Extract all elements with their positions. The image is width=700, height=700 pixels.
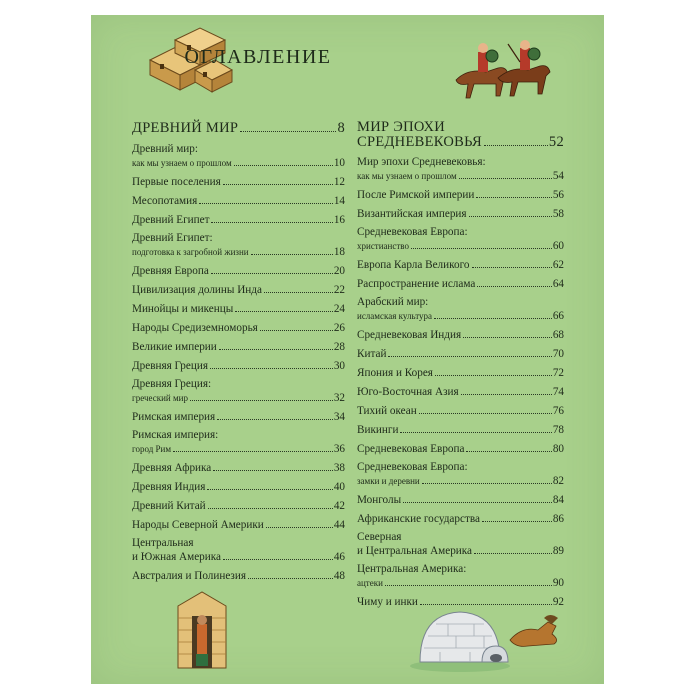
entry-page-number: 18	[333, 246, 345, 258]
toc-entry[interactable]	[132, 232, 345, 259]
leader-dots	[217, 419, 333, 420]
entry-page-number: 64	[552, 278, 564, 290]
entry-title-line1: Древняя Греция:	[132, 378, 212, 390]
toc-entry[interactable]	[132, 143, 345, 170]
entry-title: Викинги	[357, 424, 399, 436]
entry-title-line1: Древний Египет:	[132, 232, 213, 244]
leader-dots	[240, 131, 336, 132]
entry-page-number: 68	[552, 329, 564, 341]
toc-entry[interactable]	[132, 340, 345, 354]
entry-page-number: 84	[552, 494, 564, 506]
entry-title: как мы узнаем о прошлом	[357, 171, 457, 181]
entry-title: и Южная Америка	[132, 551, 221, 563]
leader-dots	[248, 578, 333, 579]
temple-figure-illustration	[172, 588, 232, 672]
leader-dots	[435, 375, 552, 376]
entry-title-line1: Средневековая Европа:	[357, 226, 468, 238]
leader-dots	[434, 318, 552, 319]
toc-entry[interactable]	[357, 442, 564, 456]
entry-title-line1: Северная	[357, 531, 402, 543]
leader-dots	[211, 222, 332, 223]
entry-page-number: 32	[333, 392, 345, 404]
entry-title-line1: Центральная Америка:	[357, 563, 467, 575]
entry-title: Средневековая Индия	[357, 329, 462, 341]
toc-entry[interactable]	[132, 213, 345, 227]
leader-dots	[234, 165, 333, 166]
entry-title: Минойцы и микенцы	[132, 303, 234, 315]
toc-entry[interactable]	[357, 328, 564, 342]
entry-page-number: 54	[552, 170, 564, 182]
entry-title: Европа Карла Великого	[357, 259, 470, 271]
entry-page-number: 14	[333, 195, 345, 207]
toc-entry[interactable]	[132, 321, 345, 335]
leader-dots	[388, 356, 551, 357]
entry-title: Цивилизация долины Инда	[132, 284, 262, 296]
entry-title: Китай	[357, 348, 387, 360]
leader-dots	[207, 489, 332, 490]
entry-title: Древняя Африка	[132, 462, 212, 474]
toc-entry[interactable]	[132, 461, 345, 475]
entry-title-line1: Мир эпохи Средневековья:	[357, 156, 486, 168]
toc-entry[interactable]	[357, 207, 564, 221]
toc-entry[interactable]	[132, 378, 345, 405]
entry-title: Народы Средиземноморья	[132, 322, 258, 334]
entry-list	[132, 143, 345, 583]
entry-page-number: 72	[552, 367, 564, 379]
toc-entry[interactable]	[132, 175, 345, 189]
entry-page-number: 62	[552, 259, 564, 271]
section-page: 52	[548, 134, 564, 150]
entry-page-number: 40	[333, 481, 345, 493]
entry-list	[357, 156, 564, 609]
contents-column-ancient-world	[132, 120, 345, 588]
toc-entry[interactable]	[132, 569, 345, 583]
entry-page-number: 60	[552, 240, 564, 252]
toc-entry[interactable]	[357, 563, 564, 590]
entry-title: Япония и Корея	[357, 367, 433, 379]
toc-entry[interactable]	[357, 404, 564, 418]
entry-page-number: 44	[333, 519, 345, 531]
toc-entry[interactable]	[132, 429, 345, 456]
entry-title: подготовка к загробной жизни	[132, 247, 249, 257]
leader-dots	[482, 521, 552, 522]
toc-entry[interactable]	[357, 461, 564, 488]
entry-title-line1: Центральная	[132, 537, 194, 549]
entry-title: ацтеки	[357, 578, 383, 588]
entry-title-line1: Римская империя:	[132, 429, 219, 441]
section-title: ДРЕВНИЙ МИР	[132, 120, 239, 136]
toc-entry[interactable]	[357, 156, 564, 183]
leader-dots	[474, 553, 552, 554]
leader-dots	[411, 248, 552, 249]
leader-dots	[400, 432, 551, 433]
leader-dots	[264, 292, 333, 293]
leader-dots	[403, 502, 552, 503]
entry-title: исламская культура	[357, 311, 433, 321]
entry-title: Древний Египет	[132, 214, 210, 226]
leader-dots	[461, 394, 552, 395]
entry-page-number: 66	[552, 310, 564, 322]
leader-dots	[210, 368, 333, 369]
entry-page-number: 58	[552, 208, 564, 220]
entry-title-line1: Древний мир:	[132, 143, 198, 155]
entry-title: христианство	[357, 241, 409, 251]
entry-page-number: 80	[552, 443, 564, 455]
leader-dots	[385, 585, 552, 586]
leader-dots	[223, 184, 333, 185]
toc-entry[interactable]	[357, 595, 564, 609]
toc-entry[interactable]	[132, 410, 345, 424]
toc-entry[interactable]	[357, 531, 564, 558]
entry-title-line1: Средневековая Европа:	[357, 461, 468, 473]
leader-dots	[213, 470, 333, 471]
leader-dots	[235, 311, 333, 312]
entry-title: Первые поселения	[132, 176, 221, 188]
section-page: 8	[337, 120, 345, 136]
entry-title: Средневековая Европа	[357, 443, 465, 455]
toc-entry[interactable]	[132, 264, 345, 278]
entry-page-number: 42	[333, 500, 345, 512]
leader-dots	[469, 216, 552, 217]
toc-entry[interactable]	[357, 423, 564, 437]
entry-title: Народы Северной Америки	[132, 519, 264, 531]
toc-entry[interactable]	[132, 194, 345, 208]
entry-page-number: 92	[552, 596, 564, 608]
leader-dots	[422, 483, 552, 484]
toc-entry[interactable]	[132, 537, 345, 564]
entry-title-line1: Арабский мир:	[357, 296, 429, 308]
toc-entry[interactable]	[357, 188, 564, 202]
entry-page-number: 38	[333, 462, 345, 474]
entry-title: Великие империи	[132, 341, 217, 353]
toc-entry[interactable]	[357, 296, 564, 323]
entry-title: Византийская империя	[357, 208, 467, 220]
entry-page-number: 16	[333, 214, 345, 226]
toc-entry[interactable]	[357, 258, 564, 272]
entry-title: После Римской империи	[357, 189, 475, 201]
entry-page-number: 22	[333, 284, 345, 296]
leader-dots	[223, 559, 333, 560]
entry-title: Распространение ислама	[357, 278, 476, 290]
entry-title: город Рим	[132, 444, 172, 454]
entry-page-number: 90	[552, 577, 564, 589]
toc-entry[interactable]	[132, 499, 345, 513]
section-title-line1: МИР ЭПОХИ	[357, 119, 446, 135]
toc-entry[interactable]	[357, 347, 564, 361]
entry-page-number: 28	[333, 341, 345, 353]
entry-title: Африканские государства	[357, 513, 480, 525]
entry-title: Тихий океан	[357, 405, 417, 417]
toc-entry[interactable]	[357, 366, 564, 380]
entry-title: Юго-Восточная Азия	[357, 386, 459, 398]
leader-dots	[173, 451, 333, 452]
entry-title: Древняя Индия	[132, 481, 206, 493]
toc-entry[interactable]	[132, 283, 345, 297]
leader-dots	[208, 508, 333, 509]
entry-page-number: 89	[552, 545, 564, 557]
entry-page-number: 56	[552, 189, 564, 201]
leader-dots	[251, 254, 333, 255]
leader-dots	[463, 337, 552, 338]
toc-entry[interactable]	[357, 277, 564, 291]
entry-page-number: 46	[333, 551, 345, 563]
leader-dots	[190, 400, 333, 401]
entry-page-number: 12	[333, 176, 345, 188]
entry-title: Древний Китай	[132, 500, 206, 512]
section-heading-ancient-world[interactable]	[132, 120, 345, 137]
toc-entry[interactable]	[132, 518, 345, 532]
entry-title: и Центральная Америка	[357, 545, 473, 557]
leader-dots	[260, 330, 333, 331]
leader-dots	[419, 413, 552, 414]
toc-entry[interactable]	[132, 480, 345, 494]
section-title-line2: СРЕДНЕВЕКОВЬЯ	[357, 134, 482, 150]
entry-page-number: 82	[552, 475, 564, 487]
leader-dots	[472, 267, 552, 268]
entry-page-number: 20	[333, 265, 345, 277]
entry-title: Римская империя	[132, 411, 216, 423]
toc-entry[interactable]	[357, 226, 564, 253]
toc-entry[interactable]	[357, 493, 564, 507]
leader-dots	[219, 349, 333, 350]
entry-page-number: 10	[333, 157, 345, 169]
entry-title: как мы узнаем о прошлом	[132, 158, 232, 168]
entry-page-number: 86	[552, 513, 564, 525]
entry-title: Чиму и инки	[357, 596, 418, 608]
toc-entry[interactable]	[132, 359, 345, 373]
leader-dots	[477, 286, 551, 287]
entry-page-number: 24	[333, 303, 345, 315]
entry-page-number: 26	[333, 322, 345, 334]
entry-page-number: 36	[333, 443, 345, 455]
leader-dots	[420, 604, 552, 605]
entry-title: Месопотамия	[132, 195, 198, 207]
entry-page-number: 76	[552, 405, 564, 417]
page-title: ОГЛАВЛЕНИЕ	[184, 46, 332, 68]
entry-page-number: 48	[333, 570, 345, 582]
horsemen-illustration	[448, 38, 558, 106]
leader-dots	[466, 451, 551, 452]
entry-page-number: 30	[333, 360, 345, 372]
leader-dots	[476, 197, 551, 198]
entry-title: замки и деревни	[357, 476, 420, 486]
leader-dots	[459, 178, 552, 179]
leader-dots	[266, 527, 333, 528]
entry-title: Древняя Греция	[132, 360, 208, 372]
leader-dots	[199, 203, 333, 204]
toc-entry[interactable]	[132, 302, 345, 316]
section-heading-medieval-world[interactable]	[357, 120, 564, 150]
entry-title: греческий мир	[132, 393, 188, 403]
leader-dots	[484, 145, 548, 146]
entry-page-number: 78	[552, 424, 564, 436]
leader-dots	[211, 273, 333, 274]
entry-page-number: 74	[552, 386, 564, 398]
entry-title: Древняя Европа	[132, 265, 209, 277]
contents-column-medieval-world	[357, 120, 564, 614]
entry-page-number: 70	[552, 348, 564, 360]
entry-title: Австралия и Полинезия	[132, 570, 246, 582]
entry-page-number: 34	[333, 411, 345, 423]
toc-entry[interactable]	[357, 512, 564, 526]
toc-entry[interactable]	[357, 385, 564, 399]
entry-title: Монголы	[357, 494, 402, 506]
